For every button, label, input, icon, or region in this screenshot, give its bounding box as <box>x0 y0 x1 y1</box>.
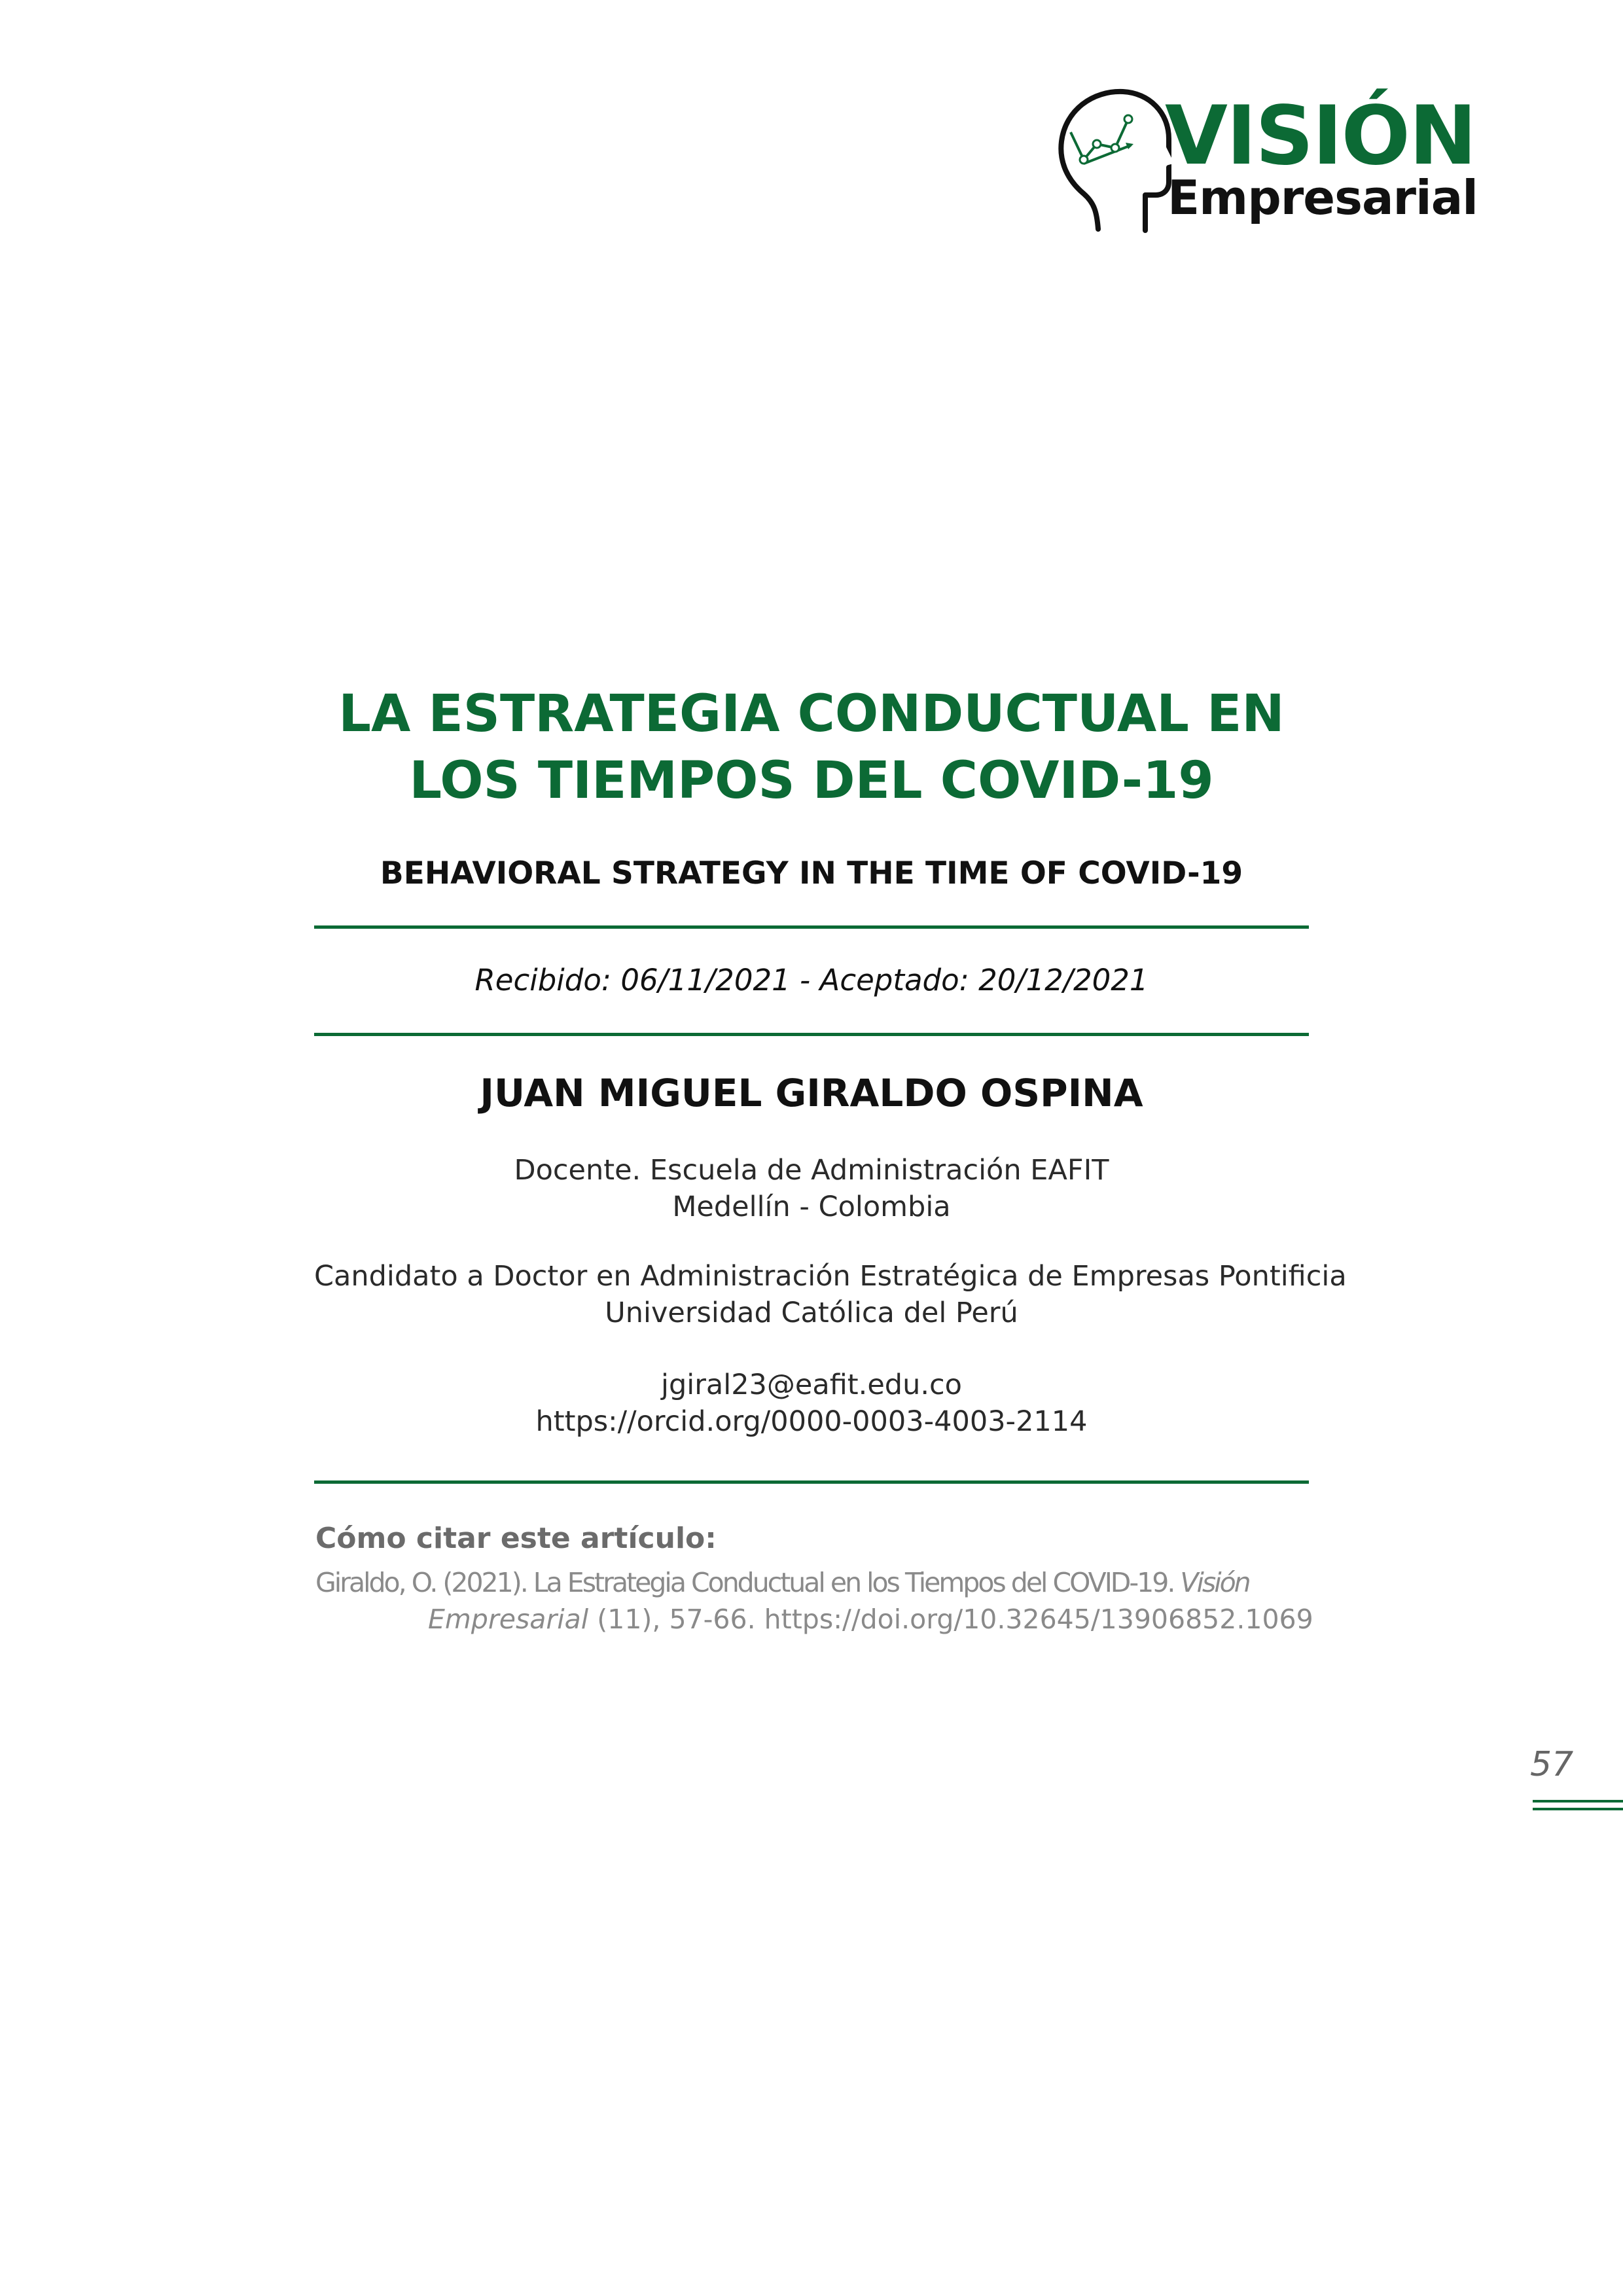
logo-subtitle: Empresarial <box>1168 170 1478 225</box>
author-position <box>314 1152 1309 1225</box>
citation-journal-1: Visión <box>1180 1567 1249 1598</box>
author-name: JUAN MIGUEL GIRALDO OSPINA <box>480 1071 1143 1115</box>
citation-text <box>315 1564 1313 1638</box>
author-orcid[interactable]: https://orcid.org/0000-0003-4003-2114 <box>535 1405 1088 1438</box>
author-position-line-1: Docente. Escuela de Administración EAFIT <box>514 1154 1109 1187</box>
author-position-line-2: Medellín - Colombia <box>672 1191 951 1223</box>
received-accepted-dates: Recibido: 06/11/2021 - Aceptado: 20/12/2021 <box>474 963 1149 997</box>
citation-journal-2: Empresarial <box>428 1604 589 1635</box>
divider-middle <box>314 1033 1309 1036</box>
page-number-rule-1 <box>1533 1800 1623 1803</box>
citation-line-2 <box>315 1601 1313 1638</box>
author-degree-line-1: Candidato a Doctor en Administración Estratégica de Empresas Pontificia <box>314 1260 1347 1293</box>
article-title-line-2: LOS TIEMPOS DEL COVID-19 <box>409 751 1214 810</box>
article-title-line-1: LA ESTRATEGIA CONDUCTUAL EN <box>338 685 1285 744</box>
journal-logo <box>1047 84 1479 241</box>
citation-reference: Giraldo, O. (2021). La Estrategia Conductual en los Tiempos del COVID-19. <box>315 1567 1181 1598</box>
head-with-chart-icon <box>1047 84 1171 241</box>
author-degree-line-2: Universidad Católica del Perú <box>605 1297 1018 1329</box>
divider-bottom <box>314 1480 1309 1484</box>
page-number: 57 <box>1530 1745 1574 1784</box>
author-degree <box>314 1258 1347 1331</box>
citation-line-1 <box>315 1564 1310 1601</box>
author-email[interactable]: jgiral23@eafit.edu.co <box>661 1369 962 1401</box>
author-contact <box>314 1367 1309 1440</box>
divider-top <box>314 925 1309 929</box>
citation-doi[interactable]: (11), 57-66. https://doi.org/10.32645/13906852.1069 <box>588 1604 1313 1635</box>
article-subtitle: BEHAVIORAL STRATEGY IN THE TIME OF COVID-19 <box>380 855 1243 891</box>
logo-wordmark: VISIÓN <box>1165 89 1476 183</box>
article-title <box>314 681 1309 814</box>
page-number-rule-2 <box>1533 1808 1623 1810</box>
citation-heading: Cómo citar este artículo: <box>315 1522 717 1555</box>
